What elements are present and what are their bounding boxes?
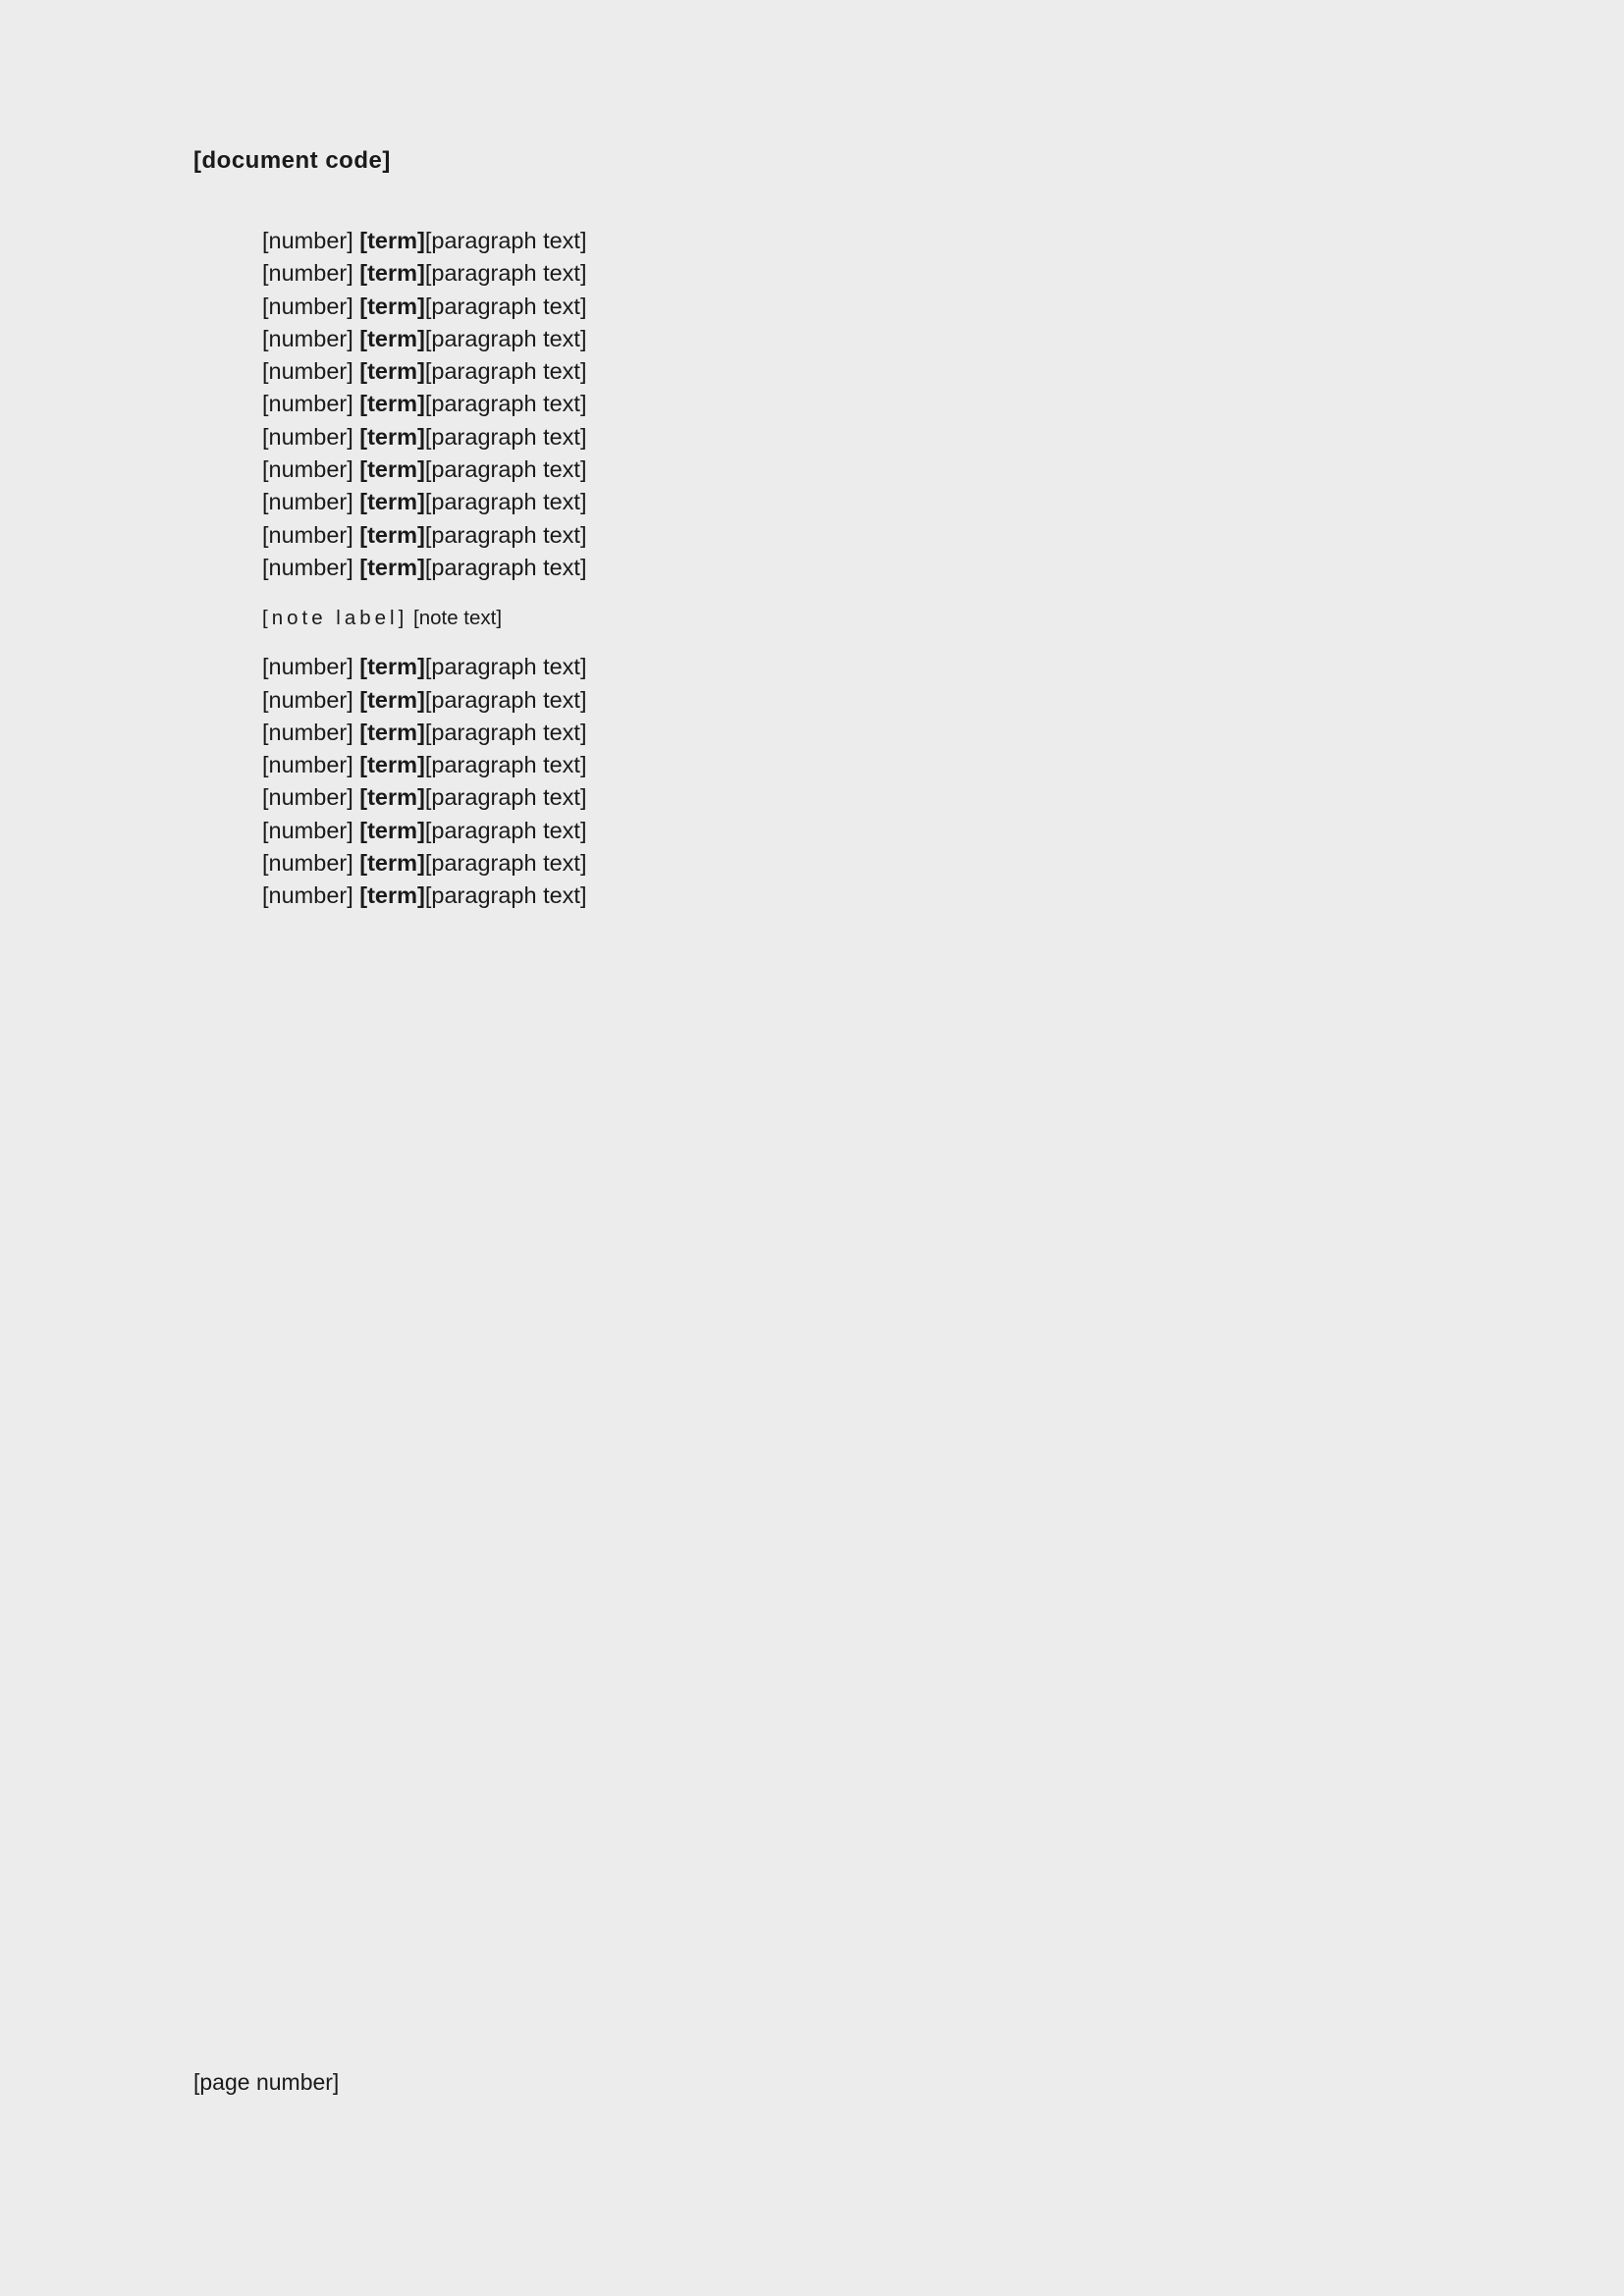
- clause-number: [number]: [262, 719, 353, 745]
- clause-number: [number]: [262, 654, 353, 680]
- term: [term]: [359, 423, 425, 450]
- definition-paragraph: [193, 749, 1507, 781]
- term: [term]: [359, 228, 425, 253]
- definition-paragraph: [193, 225, 1507, 257]
- definition-text: [paragraph text]: [424, 325, 587, 351]
- clause-number: [number]: [262, 260, 353, 287]
- term: [term]: [359, 489, 425, 515]
- page-number: [page number]: [193, 2069, 340, 2095]
- clause-number: [number]: [262, 817, 353, 843]
- definition-text: [paragraph text]: [424, 293, 587, 319]
- definition-paragraph: [193, 880, 1507, 912]
- term: [term]: [359, 686, 425, 713]
- clause-number: [number]: [262, 228, 353, 253]
- term: [term]: [359, 719, 425, 745]
- clause-number: [number]: [262, 456, 353, 483]
- definition-text: [paragraph text]: [424, 521, 587, 548]
- definition-text: [paragraph text]: [424, 752, 587, 778]
- term: [term]: [359, 752, 425, 778]
- term: [term]: [359, 260, 425, 287]
- definition-text: [paragraph text]: [424, 456, 587, 483]
- clause-number: [number]: [262, 521, 353, 548]
- term: [term]: [359, 882, 425, 909]
- term: [term]: [359, 784, 425, 811]
- note-paragraph: [193, 604, 1507, 633]
- definition-paragraph: [193, 388, 1507, 420]
- clause-number: [number]: [262, 293, 353, 319]
- definition-paragraph: [193, 519, 1507, 552]
- definition-paragraph: [193, 717, 1507, 749]
- clause-number: [number]: [262, 850, 353, 877]
- definition-paragraph: [193, 552, 1507, 584]
- definition-paragraph: [193, 454, 1507, 486]
- definition-text: [paragraph text]: [424, 228, 587, 253]
- document-body: [193, 225, 1507, 913]
- term: [term]: [359, 391, 425, 417]
- term: [term]: [359, 325, 425, 351]
- term: [term]: [359, 850, 425, 877]
- clause-number: [number]: [262, 391, 353, 417]
- definition-text: [paragraph text]: [424, 882, 587, 909]
- term: [term]: [359, 554, 425, 580]
- definition-text: [paragraph text]: [424, 423, 587, 450]
- clause-number: [number]: [262, 784, 353, 811]
- definition-text: [paragraph text]: [424, 654, 587, 680]
- definition-text: [paragraph text]: [424, 850, 587, 877]
- clause-number: [number]: [262, 752, 353, 778]
- term: [term]: [359, 456, 425, 483]
- definition-paragraph: [193, 847, 1507, 880]
- clause-number: [number]: [262, 423, 353, 450]
- term: [term]: [359, 293, 425, 319]
- definition-paragraph: [193, 651, 1507, 683]
- definition-paragraph: [193, 781, 1507, 814]
- term: [term]: [359, 654, 425, 680]
- definition-paragraph: [193, 355, 1507, 388]
- definition-paragraph: [193, 421, 1507, 454]
- term: [term]: [359, 521, 425, 548]
- definition-paragraph: [193, 815, 1507, 847]
- definition-text: [paragraph text]: [424, 817, 587, 843]
- definition-text: [paragraph text]: [424, 391, 587, 417]
- clause-number: [number]: [262, 358, 353, 385]
- definition-paragraph: [193, 486, 1507, 518]
- definition-text: [paragraph text]: [424, 784, 587, 811]
- definition-text: [paragraph text]: [424, 554, 587, 580]
- clause-number: [number]: [262, 882, 353, 909]
- term: [term]: [359, 358, 425, 385]
- note-text: [note text]: [413, 607, 503, 630]
- document-header: [document code]: [193, 147, 391, 174]
- definition-text: [paragraph text]: [424, 719, 587, 745]
- clause-number: [number]: [262, 554, 353, 580]
- term: [term]: [359, 817, 425, 843]
- definition-text: [paragraph text]: [424, 489, 587, 515]
- definition-paragraph: [193, 291, 1507, 323]
- clause-number: [number]: [262, 325, 353, 351]
- definition-paragraph: [193, 684, 1507, 717]
- definition-paragraph: [193, 323, 1507, 355]
- definition-text: [paragraph text]: [424, 358, 587, 385]
- definition-text: [paragraph text]: [424, 686, 587, 713]
- definition-text: [paragraph text]: [424, 260, 587, 287]
- note-label: [note label]: [262, 607, 408, 630]
- clause-number: [number]: [262, 489, 353, 515]
- clause-number: [number]: [262, 686, 353, 713]
- definition-paragraph: [193, 257, 1507, 290]
